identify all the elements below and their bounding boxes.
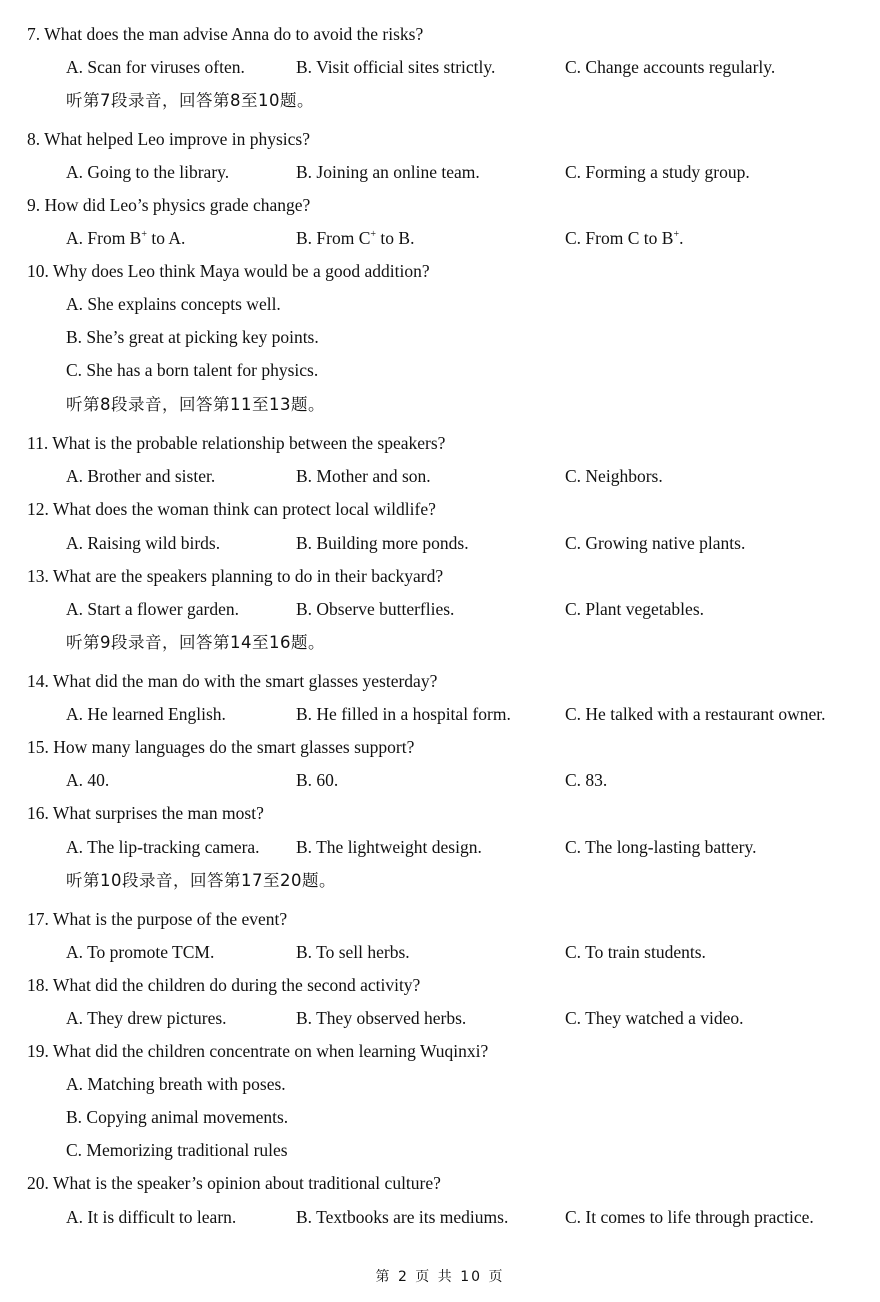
question-17: 17. What is the purpose of the event? xyxy=(27,909,288,929)
option-c: C. Memorizing traditional rules xyxy=(66,1140,288,1160)
option-a: A. He learned English. xyxy=(66,704,226,724)
question-8: 8. What helped Leo improve in physics? xyxy=(27,129,311,149)
question-16: 16. What surprises the man most? xyxy=(27,803,264,823)
section-instruction: 听第7段录音，回答第8至10题。 xyxy=(66,91,314,110)
option-b-tail: to B. xyxy=(376,228,415,248)
options-11 xyxy=(0,463,880,489)
option-c: C. To train students. xyxy=(565,942,706,962)
option-a: A. Start a flower garden. xyxy=(66,599,239,619)
option-a: A. Matching breath with poses. xyxy=(66,1074,286,1094)
option-a: A. Raising wild birds. xyxy=(66,533,221,553)
option-row-10c xyxy=(0,357,880,383)
options-16 xyxy=(0,834,880,860)
option-b-text: B. From C xyxy=(296,228,371,248)
option-b: B. The lightweight design. xyxy=(296,837,482,857)
option-c xyxy=(565,225,683,251)
option-c: C. He talked with a restaurant owner. xyxy=(565,704,826,724)
option-a xyxy=(66,225,185,251)
options-14 xyxy=(0,701,880,727)
question-11: 11. What is the probable relationship between the speakers? xyxy=(27,433,446,453)
option-a-text: A. From B xyxy=(66,228,142,248)
options-13 xyxy=(0,596,880,622)
option-a: A. It is difficult to learn. xyxy=(66,1207,237,1227)
option-b: B. Textbooks are its mediums. xyxy=(296,1207,509,1227)
option-c: C. Neighbors. xyxy=(565,466,663,486)
grade-plus: + xyxy=(673,229,680,240)
page-footer: 第 2 页 共 10 页 xyxy=(375,1269,505,1285)
option-a-tail: to A. xyxy=(147,228,186,248)
option-c: C. 83. xyxy=(565,770,608,790)
section-header-8 xyxy=(0,392,880,418)
section-header-10 xyxy=(0,868,880,894)
option-a: A. Going to the library. xyxy=(66,162,230,182)
option-c: C. Forming a study group. xyxy=(565,162,750,182)
options-15 xyxy=(0,767,880,793)
option-b: B. Observe butterflies. xyxy=(296,599,455,619)
option-a: A. To promote TCM. xyxy=(66,942,215,962)
question-20: 20. What is the speaker’s opinion about traditional culture? xyxy=(27,1173,441,1193)
option-c-text: C. From C to B xyxy=(565,228,674,248)
option-b: B. She’s great at picking key points. xyxy=(66,327,319,347)
options-18 xyxy=(0,1005,880,1031)
grade-plus: + xyxy=(141,229,147,240)
option-b: B. 60. xyxy=(296,770,339,790)
option-row-19a xyxy=(0,1071,880,1097)
option-row-10b xyxy=(0,324,880,350)
option-a: A. She explains concepts well. xyxy=(66,294,281,314)
grade-plus: + xyxy=(370,229,377,240)
option-b: B. Building more ponds. xyxy=(296,533,469,553)
option-row-19b xyxy=(0,1104,880,1130)
question-9: 9. How did Leo’s physics grade change? xyxy=(27,195,311,215)
question-19: 19. What did the children concentrate on when learning Wuqinxi? xyxy=(27,1041,489,1061)
section-header-7 xyxy=(0,88,880,114)
option-c: C. They watched a video. xyxy=(565,1008,744,1028)
option-b: B. He filled in a hospital form. xyxy=(296,704,511,724)
option-c: C. It comes to life through practice. xyxy=(565,1207,814,1227)
section-instruction: 听第10段录音，回答第17至20题。 xyxy=(66,871,336,890)
option-b: B. To sell herbs. xyxy=(296,942,410,962)
options-9 xyxy=(0,225,880,251)
option-c: C. The long-lasting battery. xyxy=(565,837,757,857)
options-8 xyxy=(0,159,880,185)
option-a: A. They drew pictures. xyxy=(66,1008,227,1028)
question-10: 10. Why does Leo think Maya would be a good addition? xyxy=(27,261,430,281)
section-instruction: 听第8段录音，回答第11至13题。 xyxy=(66,395,325,414)
section-instruction: 听第9段录音，回答第14至16题。 xyxy=(66,633,325,652)
option-a: A. The lip-tracking camera. xyxy=(66,837,260,857)
options-12 xyxy=(0,530,880,556)
option-a: A. Brother and sister. xyxy=(66,466,216,486)
option-c: C. Plant vegetables. xyxy=(565,599,705,619)
option-c: C. She has a born talent for physics. xyxy=(66,360,319,380)
option-a: A. 40. xyxy=(66,770,110,790)
options-20 xyxy=(0,1204,880,1230)
option-a: A. Scan for viruses often. xyxy=(66,57,245,77)
option-b: B. Joining an online team. xyxy=(296,162,480,182)
question-13: 13. What are the speakers planning to do in their backyard? xyxy=(27,566,444,586)
question-12: 12. What does the woman think can protect local wildlife? xyxy=(27,499,436,519)
options-17 xyxy=(0,939,880,965)
section-header-9 xyxy=(0,630,880,656)
question-18: 18. What did the children do during the second activity? xyxy=(27,975,421,995)
question-14: 14. What did the man do with the smart glasses yesterday? xyxy=(27,671,438,691)
option-c: C. Growing native plants. xyxy=(565,533,746,553)
options-7 xyxy=(0,54,880,80)
option-row-19c xyxy=(0,1137,880,1163)
option-b: B. They observed herbs. xyxy=(296,1008,467,1028)
question-15: 15. How many languages do the smart glasses support? xyxy=(27,737,415,757)
option-c-tail: . xyxy=(679,228,684,248)
option-b: B. Copying animal movements. xyxy=(66,1107,289,1127)
option-b xyxy=(296,225,414,251)
option-c: C. Change accounts regularly. xyxy=(565,57,776,77)
option-b: B. Mother and son. xyxy=(296,466,431,486)
option-b: B. Visit official sites strictly. xyxy=(296,57,496,77)
question-7: 7. What does the man advise Anna do to avoid the risks? xyxy=(27,24,424,44)
option-row-10a xyxy=(0,291,880,317)
